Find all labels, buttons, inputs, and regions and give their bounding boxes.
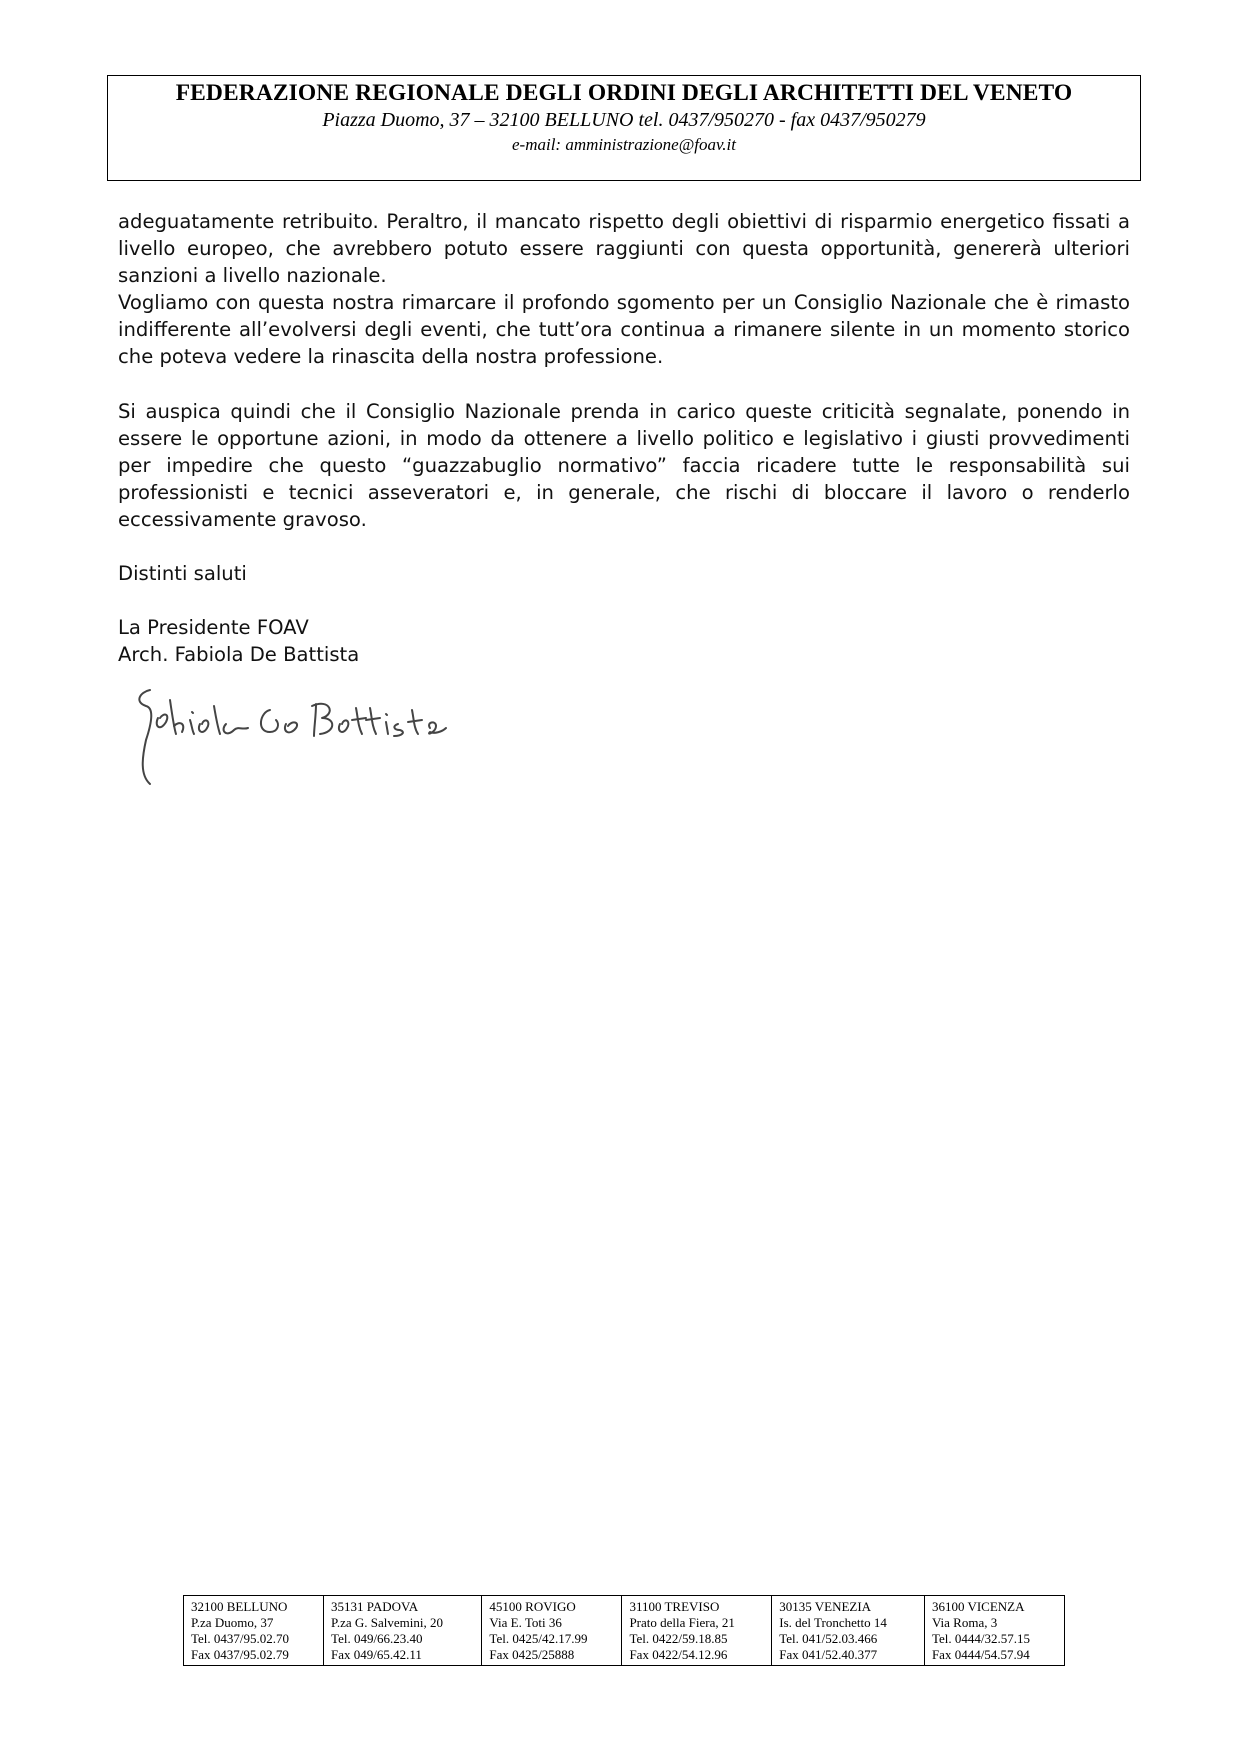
paragraph-3: Si auspica quindi che il Consiglio Nazionale prenda in carico queste criticità segnalate, ponendo in essere le opportune azioni, in modo da ottenere a livello politico e legislativo i giusti provvedimenti per impedire che questo “guazzabuglio normativo” faccia ricadere tutte le responsabilità sui professionisti e tecnici asseveratori e, in generale, che rischi di bloccare il lavoro o renderlo eccessivamente gravoso. [118, 399, 1130, 531]
office-address: P.za Duomo, 37 [191, 1615, 274, 1630]
office-phone: Tel. 0425/42.17.99 [489, 1631, 588, 1646]
paragraph-2: Vogliamo con questa nostra rimarcare il profondo sgomento per un Consiglio Nazionale che è rimasto indifferente all’evolversi degli eventi, che tutt’ora continua a rimanere silente in un momento storico che poteva vedere la rinascita della nostra professione. [118, 291, 1130, 369]
office-fax: Fax 0437/95.02.79 [191, 1647, 289, 1662]
office-city: 36100 VICENZA [931, 1599, 1025, 1614]
office-city: 32100 BELLUNO [191, 1599, 288, 1614]
office-rovigo [482, 1596, 622, 1666]
office-address: Is. del Tronchetto 14 [779, 1615, 887, 1630]
organization-address: Piazza Duomo, 37 – 32100 BELLUNO tel. 0437/950270 - fax 0437/950279 [322, 109, 926, 131]
office-address: P.za G. Salvemini, 20 [331, 1615, 443, 1630]
handwritten-signature [130, 680, 450, 790]
closing-salutation: Distinti saluti [118, 562, 247, 586]
office-directory [183, 1595, 1065, 1666]
office-city: 35131 PADOVA [331, 1599, 419, 1614]
office-phone: Tel. 0444/32.57.15 [931, 1631, 1030, 1646]
office-fax: Fax 0444/54.57.94 [931, 1647, 1030, 1662]
office-address: Prato della Fiera, 21 [629, 1615, 735, 1630]
office-phone: Tel. 041/52.03.466 [779, 1631, 878, 1646]
organization-email: e-mail: amministrazione@foav.it [511, 135, 737, 154]
office-fax: Fax 049/65.42.11 [331, 1647, 422, 1662]
office-vicenza [924, 1596, 1064, 1666]
office-treviso [622, 1596, 772, 1666]
office-address: Via E. Toti 36 [489, 1615, 562, 1630]
office-fax: Fax 0425/25888 [489, 1647, 575, 1662]
office-city: 30135 VENEZIA [779, 1599, 872, 1614]
office-phone: Tel. 0437/95.02.70 [191, 1631, 290, 1646]
letter-body [118, 208, 1130, 668]
signer-role: La Presidente FOAV [118, 616, 309, 640]
office-city: 45100 ROVIGO [489, 1599, 576, 1614]
office-address: Via Roma, 3 [931, 1615, 998, 1630]
office-fax: Fax 041/52.40.377 [779, 1647, 878, 1662]
office-phone: Tel. 049/66.23.40 [331, 1631, 423, 1646]
letterhead [107, 75, 1141, 181]
organization-name: FEDERAZIONE REGIONALE DEGLI ORDINI DEGLI ARCHITETTI DEL VENETO [175, 80, 1073, 106]
office-city: 31100 TREVISO [629, 1599, 720, 1614]
office-belluno [184, 1596, 324, 1666]
paragraph-1: adeguatamente retribuito. Peraltro, il mancato rispetto degli obiettivi di risparmio energetico fissati a livello europeo, che avrebbero potuto essere raggiunti con questa opportunità, genererà ulteriori sanzioni a livello nazionale. [118, 210, 1130, 288]
office-phone: Tel. 0422/59.18.85 [629, 1631, 728, 1646]
office-fax: Fax 0422/54.12.96 [629, 1647, 728, 1662]
office-venezia [772, 1596, 925, 1666]
office-padova [324, 1596, 482, 1666]
signer-name: Arch. Fabiola De Battista [118, 643, 360, 667]
